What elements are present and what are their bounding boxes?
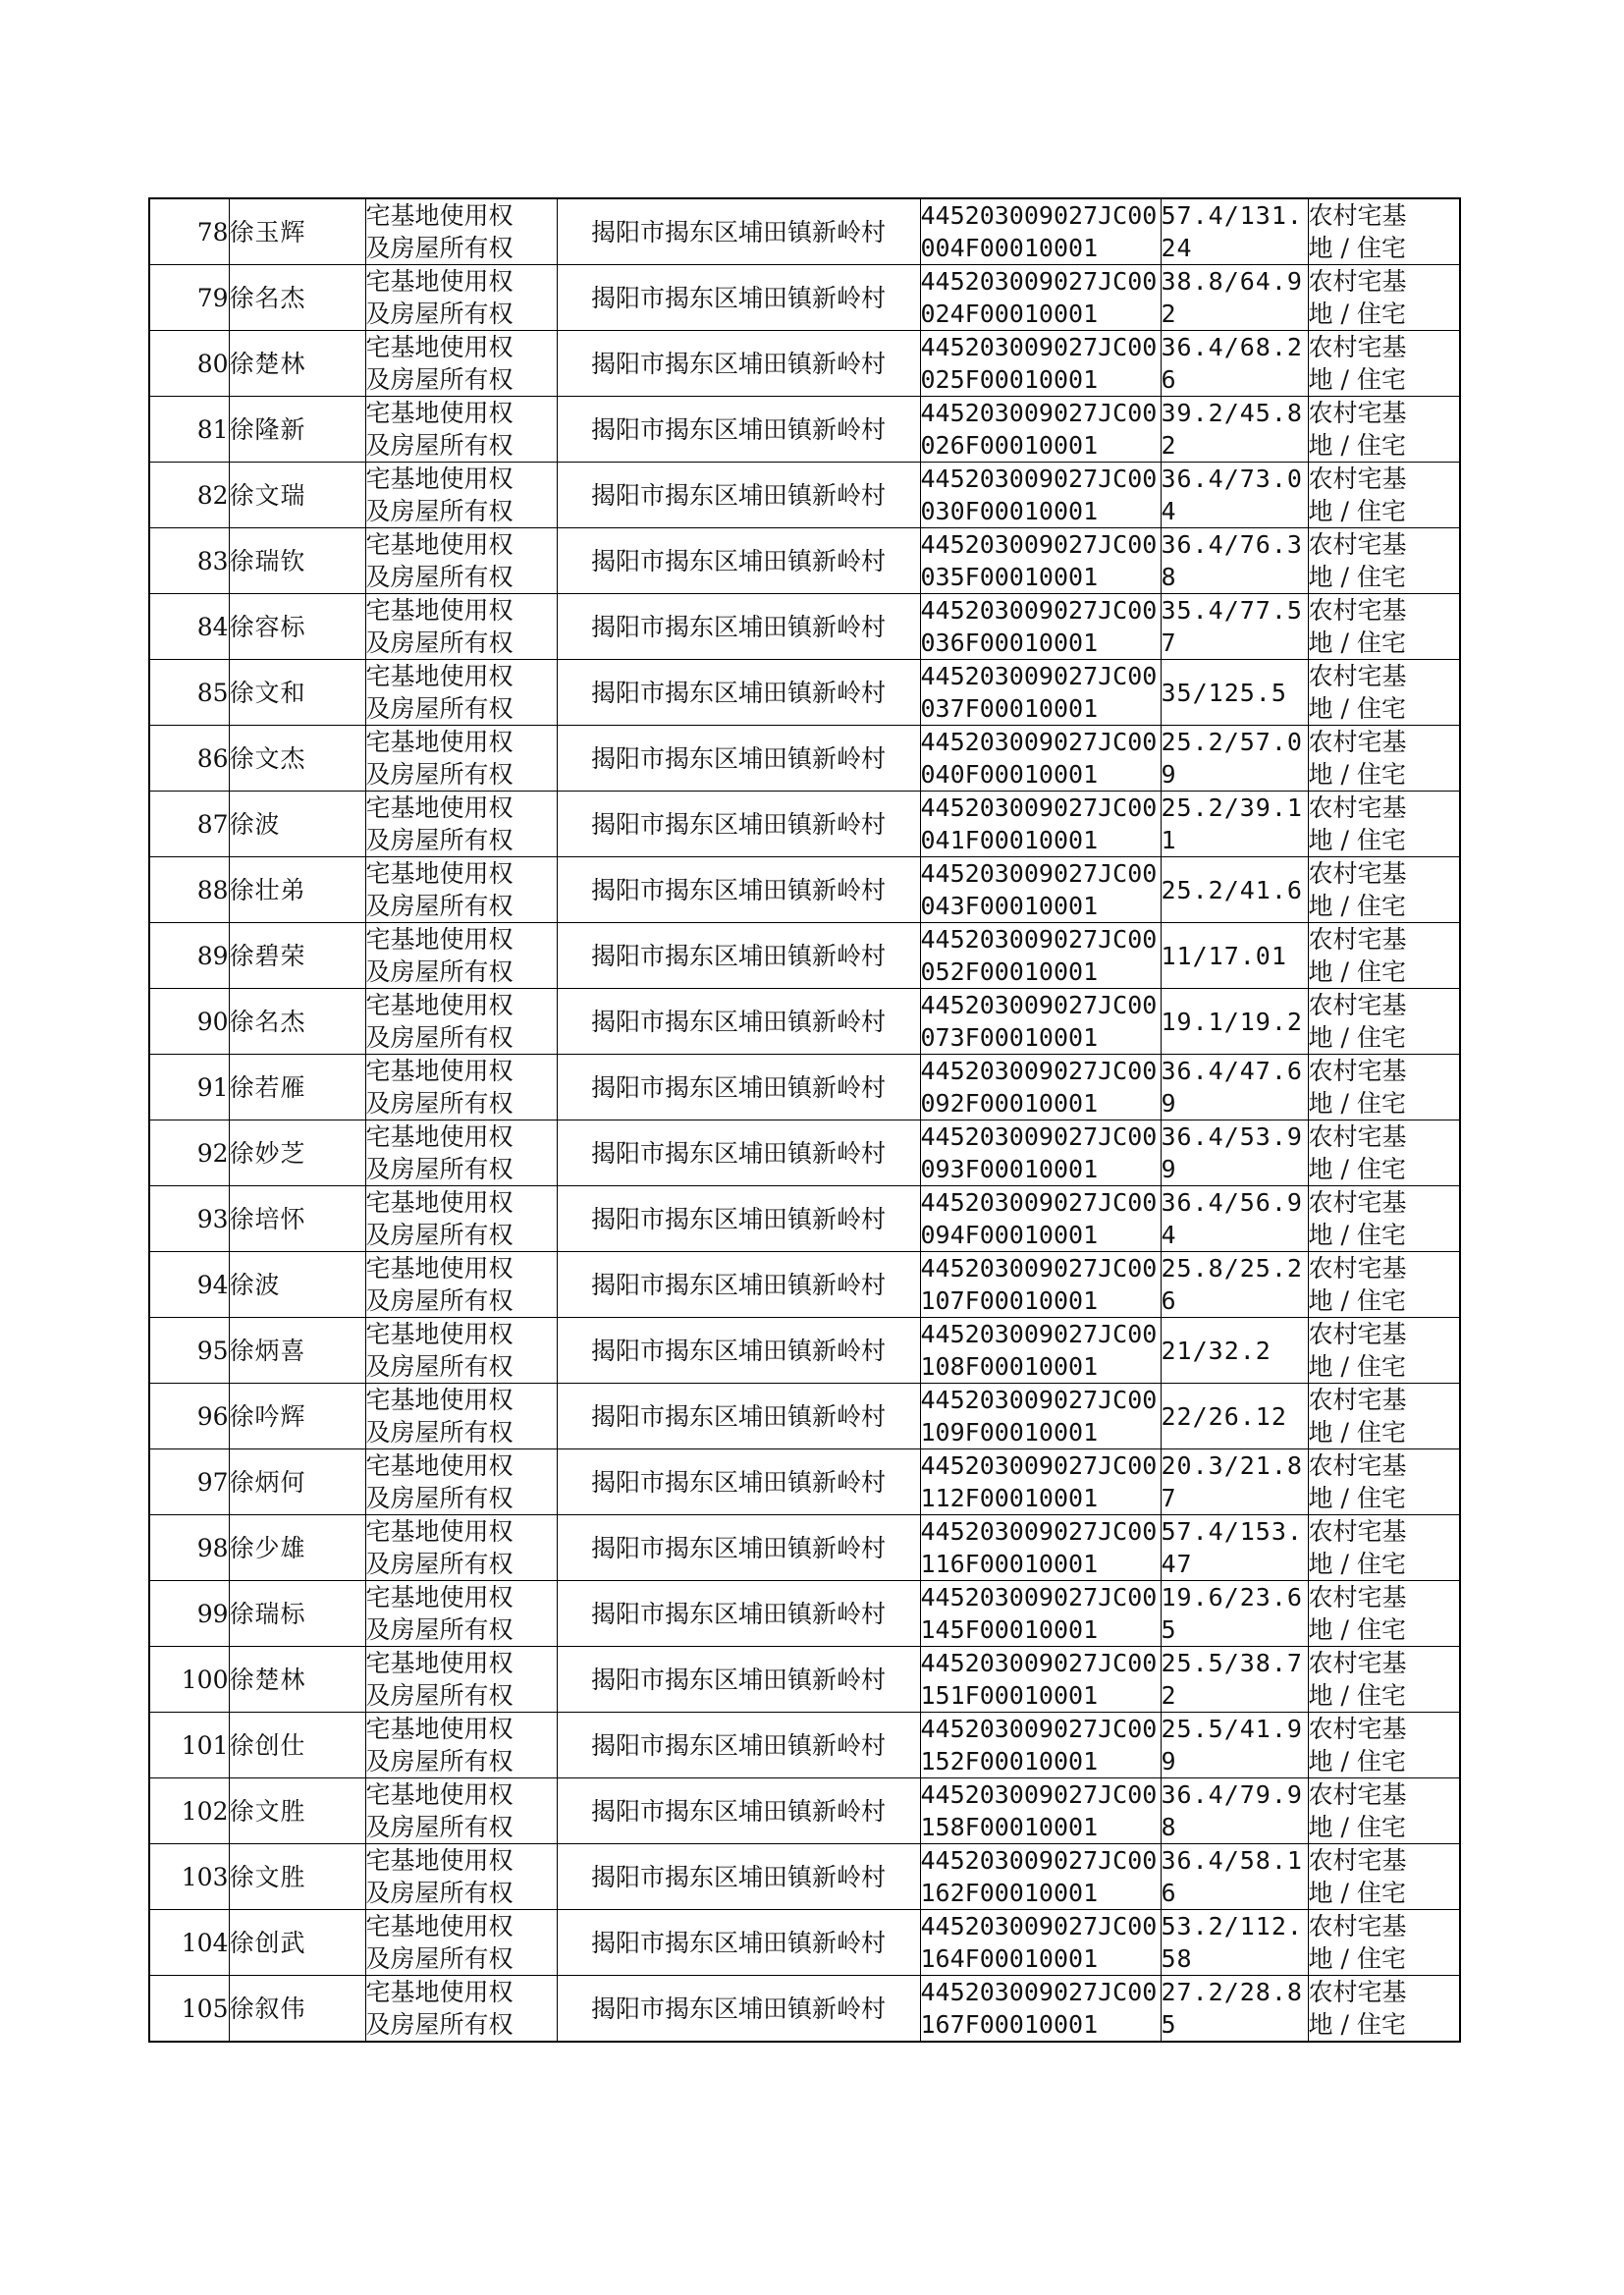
unit-code-cell: 445203009027JC00 035F00010001 (920, 528, 1161, 594)
owner-name-cell: 徐创武 (229, 1910, 365, 1976)
table-row (149, 1318, 1460, 1384)
table-row (149, 265, 1460, 331)
land-use-cell: 农村宅基 地 / 住宅 (1308, 594, 1460, 660)
right-type-cell: 宅基地使用权 及房屋所有权 (365, 989, 557, 1055)
owner-name-cell: 徐少雄 (229, 1515, 365, 1581)
row-number-cell: 94 (149, 1252, 229, 1318)
unit-code-cell: 445203009027JC00 030F00010001 (920, 463, 1161, 528)
area-value-cell: 36.4/58.1 6 (1161, 1844, 1308, 1910)
land-use-cell: 农村宅基 地 / 住宅 (1308, 1252, 1460, 1318)
property-location-cell: 揭阳市揭东区埔田镇新岭村 (557, 1318, 920, 1384)
area-value-cell: 39.2/45.8 2 (1161, 397, 1308, 463)
property-location-cell: 揭阳市揭东区埔田镇新岭村 (557, 1515, 920, 1581)
right-type-cell: 宅基地使用权 及房屋所有权 (365, 1910, 557, 1976)
owner-name-cell: 徐容标 (229, 594, 365, 660)
area-value-cell: 36.4/68.2 6 (1161, 331, 1308, 397)
area-value-cell: 57.4/131. 24 (1161, 198, 1308, 265)
right-type-cell: 宅基地使用权 及房屋所有权 (365, 198, 557, 265)
owner-name-cell: 徐炳何 (229, 1449, 365, 1515)
table-row (149, 792, 1460, 857)
owner-name-cell: 徐培怀 (229, 1186, 365, 1252)
unit-code-cell: 445203009027JC00 116F00010001 (920, 1515, 1161, 1581)
land-use-cell: 农村宅基 地 / 住宅 (1308, 989, 1460, 1055)
table-row (149, 1647, 1460, 1713)
table-row (149, 1713, 1460, 1778)
property-location-cell: 揭阳市揭东区埔田镇新岭村 (557, 1647, 920, 1713)
land-use-cell: 农村宅基 地 / 住宅 (1308, 1844, 1460, 1910)
right-type-cell: 宅基地使用权 及房屋所有权 (365, 1120, 557, 1186)
right-type-cell: 宅基地使用权 及房屋所有权 (365, 1976, 557, 2043)
row-number-cell: 89 (149, 923, 229, 989)
row-number-cell: 95 (149, 1318, 229, 1384)
property-location-cell: 揭阳市揭东区埔田镇新岭村 (557, 726, 920, 792)
unit-code-cell: 445203009027JC00 026F00010001 (920, 397, 1161, 463)
table-row (149, 726, 1460, 792)
land-use-cell: 农村宅基 地 / 住宅 (1308, 1910, 1460, 1976)
row-number-cell: 87 (149, 792, 229, 857)
land-use-cell: 农村宅基 地 / 住宅 (1308, 1384, 1460, 1449)
table-row (149, 1778, 1460, 1844)
unit-code-cell: 445203009027JC00 145F00010001 (920, 1581, 1161, 1647)
row-number-cell: 93 (149, 1186, 229, 1252)
table-row (149, 1186, 1460, 1252)
unit-code-cell: 445203009027JC00 112F00010001 (920, 1449, 1161, 1515)
area-value-cell: 22/26.12 (1161, 1384, 1308, 1449)
property-location-cell: 揭阳市揭东区埔田镇新岭村 (557, 1186, 920, 1252)
property-location-cell: 揭阳市揭东区埔田镇新岭村 (557, 857, 920, 923)
table-row (149, 397, 1460, 463)
owner-name-cell: 徐叙伟 (229, 1976, 365, 2043)
land-use-cell: 农村宅基 地 / 住宅 (1308, 1581, 1460, 1647)
area-value-cell: 20.3/21.8 7 (1161, 1449, 1308, 1515)
land-use-cell: 农村宅基 地 / 住宅 (1308, 923, 1460, 989)
property-location-cell: 揭阳市揭东区埔田镇新岭村 (557, 528, 920, 594)
area-value-cell: 36.4/79.9 8 (1161, 1778, 1308, 1844)
property-location-cell: 揭阳市揭东区埔田镇新岭村 (557, 1778, 920, 1844)
land-use-cell: 农村宅基 地 / 住宅 (1308, 265, 1460, 331)
land-use-cell: 农村宅基 地 / 住宅 (1308, 1120, 1460, 1186)
row-number-cell: 99 (149, 1581, 229, 1647)
land-use-cell: 农村宅基 地 / 住宅 (1308, 1186, 1460, 1252)
owner-name-cell: 徐若雁 (229, 1055, 365, 1120)
unit-code-cell: 445203009027JC00 073F00010001 (920, 989, 1161, 1055)
table-row (149, 1844, 1460, 1910)
area-value-cell: 57.4/153. 47 (1161, 1515, 1308, 1581)
row-number-cell: 105 (149, 1976, 229, 2043)
land-use-cell: 农村宅基 地 / 住宅 (1308, 857, 1460, 923)
right-type-cell: 宅基地使用权 及房屋所有权 (365, 726, 557, 792)
owner-name-cell: 徐名杰 (229, 989, 365, 1055)
owner-name-cell: 徐波 (229, 792, 365, 857)
row-number-cell: 96 (149, 1384, 229, 1449)
owner-name-cell: 徐吟辉 (229, 1384, 365, 1449)
land-use-cell: 农村宅基 地 / 住宅 (1308, 1318, 1460, 1384)
area-value-cell: 25.8/25.2 6 (1161, 1252, 1308, 1318)
right-type-cell: 宅基地使用权 及房屋所有权 (365, 1713, 557, 1778)
land-use-cell: 农村宅基 地 / 住宅 (1308, 463, 1460, 528)
area-value-cell: 25.2/39.1 1 (1161, 792, 1308, 857)
unit-code-cell: 445203009027JC00 040F00010001 (920, 726, 1161, 792)
row-number-cell: 83 (149, 528, 229, 594)
property-location-cell: 揭阳市揭东区埔田镇新岭村 (557, 1252, 920, 1318)
row-number-cell: 88 (149, 857, 229, 923)
property-location-cell: 揭阳市揭东区埔田镇新岭村 (557, 1055, 920, 1120)
owner-name-cell: 徐文和 (229, 660, 365, 726)
unit-code-cell: 445203009027JC00 108F00010001 (920, 1318, 1161, 1384)
right-type-cell: 宅基地使用权 及房屋所有权 (365, 1252, 557, 1318)
table-row (149, 1384, 1460, 1449)
row-number-cell: 79 (149, 265, 229, 331)
unit-code-cell: 445203009027JC00 152F00010001 (920, 1713, 1161, 1778)
property-location-cell: 揭阳市揭东区埔田镇新岭村 (557, 1120, 920, 1186)
right-type-cell: 宅基地使用权 及房屋所有权 (365, 1186, 557, 1252)
area-value-cell: 25.5/38.7 2 (1161, 1647, 1308, 1713)
unit-code-cell: 445203009027JC00 093F00010001 (920, 1120, 1161, 1186)
table-body (149, 198, 1460, 2042)
land-use-cell: 农村宅基 地 / 住宅 (1308, 1647, 1460, 1713)
property-location-cell: 揭阳市揭东区埔田镇新岭村 (557, 463, 920, 528)
table-row (149, 463, 1460, 528)
row-number-cell: 80 (149, 331, 229, 397)
area-value-cell: 53.2/112. 58 (1161, 1910, 1308, 1976)
owner-name-cell: 徐创仕 (229, 1713, 365, 1778)
right-type-cell: 宅基地使用权 及房屋所有权 (365, 660, 557, 726)
right-type-cell: 宅基地使用权 及房屋所有权 (365, 397, 557, 463)
unit-code-cell: 445203009027JC00 092F00010001 (920, 1055, 1161, 1120)
owner-name-cell: 徐波 (229, 1252, 365, 1318)
property-register-table (148, 197, 1461, 2043)
area-value-cell: 36.4/56.9 4 (1161, 1186, 1308, 1252)
property-location-cell: 揭阳市揭东区埔田镇新岭村 (557, 1910, 920, 1976)
table-row (149, 594, 1460, 660)
area-value-cell: 19.6/23.6 5 (1161, 1581, 1308, 1647)
unit-code-cell: 445203009027JC00 107F00010001 (920, 1252, 1161, 1318)
right-type-cell: 宅基地使用权 及房屋所有权 (365, 1581, 557, 1647)
unit-code-cell: 445203009027JC00 004F00010001 (920, 198, 1161, 265)
property-location-cell: 揭阳市揭东区埔田镇新岭村 (557, 923, 920, 989)
unit-code-cell: 445203009027JC00 037F00010001 (920, 660, 1161, 726)
property-location-cell: 揭阳市揭东区埔田镇新岭村 (557, 1976, 920, 2043)
table-row (149, 1515, 1460, 1581)
unit-code-cell: 445203009027JC00 041F00010001 (920, 792, 1161, 857)
right-type-cell: 宅基地使用权 及房屋所有权 (365, 1384, 557, 1449)
right-type-cell: 宅基地使用权 及房屋所有权 (365, 1318, 557, 1384)
area-value-cell: 11/17.01 (1161, 923, 1308, 989)
owner-name-cell: 徐楚林 (229, 331, 365, 397)
unit-code-cell: 445203009027JC00 052F00010001 (920, 923, 1161, 989)
area-value-cell: 19.1/19.2 (1161, 989, 1308, 1055)
property-location-cell: 揭阳市揭东区埔田镇新岭村 (557, 594, 920, 660)
row-number-cell: 85 (149, 660, 229, 726)
right-type-cell: 宅基地使用权 及房屋所有权 (365, 528, 557, 594)
area-value-cell: 27.2/28.8 5 (1161, 1976, 1308, 2043)
owner-name-cell: 徐壮弟 (229, 857, 365, 923)
owner-name-cell: 徐玉辉 (229, 198, 365, 265)
row-number-cell: 101 (149, 1713, 229, 1778)
unit-code-cell: 445203009027JC00 158F00010001 (920, 1778, 1161, 1844)
row-number-cell: 81 (149, 397, 229, 463)
land-use-cell: 农村宅基 地 / 住宅 (1308, 1515, 1460, 1581)
land-use-cell: 农村宅基 地 / 住宅 (1308, 331, 1460, 397)
table-row (149, 1252, 1460, 1318)
property-location-cell: 揭阳市揭东区埔田镇新岭村 (557, 265, 920, 331)
owner-name-cell: 徐碧荣 (229, 923, 365, 989)
unit-code-cell: 445203009027JC00 109F00010001 (920, 1384, 1161, 1449)
property-location-cell: 揭阳市揭东区埔田镇新岭村 (557, 1581, 920, 1647)
area-value-cell: 36.4/73.0 4 (1161, 463, 1308, 528)
owner-name-cell: 徐文胜 (229, 1844, 365, 1910)
unit-code-cell: 445203009027JC00 164F00010001 (920, 1910, 1161, 1976)
row-number-cell: 82 (149, 463, 229, 528)
table-row (149, 1055, 1460, 1120)
land-use-cell: 农村宅基 地 / 住宅 (1308, 726, 1460, 792)
table-row (149, 331, 1460, 397)
owner-name-cell: 徐妙芝 (229, 1120, 365, 1186)
row-number-cell: 100 (149, 1647, 229, 1713)
area-value-cell: 36.4/53.9 9 (1161, 1120, 1308, 1186)
row-number-cell: 102 (149, 1778, 229, 1844)
row-number-cell: 92 (149, 1120, 229, 1186)
row-number-cell: 104 (149, 1910, 229, 1976)
table-row (149, 660, 1460, 726)
land-use-cell: 农村宅基 地 / 住宅 (1308, 1449, 1460, 1515)
right-type-cell: 宅基地使用权 及房屋所有权 (365, 792, 557, 857)
owner-name-cell: 徐炳喜 (229, 1318, 365, 1384)
area-value-cell: 36.4/76.3 8 (1161, 528, 1308, 594)
owner-name-cell: 徐楚林 (229, 1647, 365, 1713)
land-use-cell: 农村宅基 地 / 住宅 (1308, 1055, 1460, 1120)
right-type-cell: 宅基地使用权 及房屋所有权 (365, 1844, 557, 1910)
area-value-cell: 35.4/77.5 7 (1161, 594, 1308, 660)
area-value-cell: 25.2/57.0 9 (1161, 726, 1308, 792)
owner-name-cell: 徐隆新 (229, 397, 365, 463)
land-use-cell: 农村宅基 地 / 住宅 (1308, 198, 1460, 265)
row-number-cell: 103 (149, 1844, 229, 1910)
table-row (149, 1910, 1460, 1976)
right-type-cell: 宅基地使用权 及房屋所有权 (365, 331, 557, 397)
right-type-cell: 宅基地使用权 及房屋所有权 (365, 594, 557, 660)
right-type-cell: 宅基地使用权 及房屋所有权 (365, 1515, 557, 1581)
right-type-cell: 宅基地使用权 及房屋所有权 (365, 1778, 557, 1844)
area-value-cell: 21/32.2 (1161, 1318, 1308, 1384)
table-row (149, 1976, 1460, 2043)
row-number-cell: 91 (149, 1055, 229, 1120)
right-type-cell: 宅基地使用权 及房屋所有权 (365, 857, 557, 923)
table-row (149, 857, 1460, 923)
owner-name-cell: 徐名杰 (229, 265, 365, 331)
table-row (149, 1120, 1460, 1186)
table-row (149, 923, 1460, 989)
owner-name-cell: 徐瑞钦 (229, 528, 365, 594)
land-use-cell: 农村宅基 地 / 住宅 (1308, 660, 1460, 726)
owner-name-cell: 徐文胜 (229, 1778, 365, 1844)
unit-code-cell: 445203009027JC00 025F00010001 (920, 331, 1161, 397)
property-location-cell: 揭阳市揭东区埔田镇新岭村 (557, 198, 920, 265)
right-type-cell: 宅基地使用权 及房屋所有权 (365, 923, 557, 989)
unit-code-cell: 445203009027JC00 036F00010001 (920, 594, 1161, 660)
property-location-cell: 揭阳市揭东区埔田镇新岭村 (557, 1713, 920, 1778)
owner-name-cell: 徐瑞标 (229, 1581, 365, 1647)
unit-code-cell: 445203009027JC00 167F00010001 (920, 1976, 1161, 2043)
row-number-cell: 97 (149, 1449, 229, 1515)
table-row (149, 198, 1460, 265)
row-number-cell: 78 (149, 198, 229, 265)
property-location-cell: 揭阳市揭东区埔田镇新岭村 (557, 397, 920, 463)
owner-name-cell: 徐文杰 (229, 726, 365, 792)
right-type-cell: 宅基地使用权 及房屋所有权 (365, 463, 557, 528)
property-location-cell: 揭阳市揭东区埔田镇新岭村 (557, 331, 920, 397)
unit-code-cell: 445203009027JC00 151F00010001 (920, 1647, 1161, 1713)
right-type-cell: 宅基地使用权 及房屋所有权 (365, 1449, 557, 1515)
property-location-cell: 揭阳市揭东区埔田镇新岭村 (557, 1384, 920, 1449)
right-type-cell: 宅基地使用权 及房屋所有权 (365, 1647, 557, 1713)
area-value-cell: 38.8/64.9 2 (1161, 265, 1308, 331)
table-row (149, 1449, 1460, 1515)
land-use-cell: 农村宅基 地 / 住宅 (1308, 1976, 1460, 2043)
table-row (149, 1581, 1460, 1647)
area-value-cell: 36.4/47.6 9 (1161, 1055, 1308, 1120)
row-number-cell: 98 (149, 1515, 229, 1581)
unit-code-cell: 445203009027JC00 043F00010001 (920, 857, 1161, 923)
table-row (149, 989, 1460, 1055)
land-use-cell: 农村宅基 地 / 住宅 (1308, 792, 1460, 857)
land-use-cell: 农村宅基 地 / 住宅 (1308, 528, 1460, 594)
row-number-cell: 90 (149, 989, 229, 1055)
property-location-cell: 揭阳市揭东区埔田镇新岭村 (557, 660, 920, 726)
right-type-cell: 宅基地使用权 及房屋所有权 (365, 265, 557, 331)
land-use-cell: 农村宅基 地 / 住宅 (1308, 397, 1460, 463)
owner-name-cell: 徐文瑞 (229, 463, 365, 528)
land-use-cell: 农村宅基 地 / 住宅 (1308, 1778, 1460, 1844)
property-location-cell: 揭阳市揭东区埔田镇新岭村 (557, 792, 920, 857)
area-value-cell: 25.5/41.9 9 (1161, 1713, 1308, 1778)
table-row (149, 528, 1460, 594)
row-number-cell: 86 (149, 726, 229, 792)
area-value-cell: 25.2/41.6 (1161, 857, 1308, 923)
property-location-cell: 揭阳市揭东区埔田镇新岭村 (557, 1449, 920, 1515)
property-location-cell: 揭阳市揭东区埔田镇新岭村 (557, 989, 920, 1055)
right-type-cell: 宅基地使用权 及房屋所有权 (365, 1055, 557, 1120)
unit-code-cell: 445203009027JC00 162F00010001 (920, 1844, 1161, 1910)
unit-code-cell: 445203009027JC00 024F00010001 (920, 265, 1161, 331)
land-use-cell: 农村宅基 地 / 住宅 (1308, 1713, 1460, 1778)
property-location-cell: 揭阳市揭东区埔田镇新岭村 (557, 1844, 920, 1910)
area-value-cell: 35/125.5 (1161, 660, 1308, 726)
row-number-cell: 84 (149, 594, 229, 660)
unit-code-cell: 445203009027JC00 094F00010001 (920, 1186, 1161, 1252)
